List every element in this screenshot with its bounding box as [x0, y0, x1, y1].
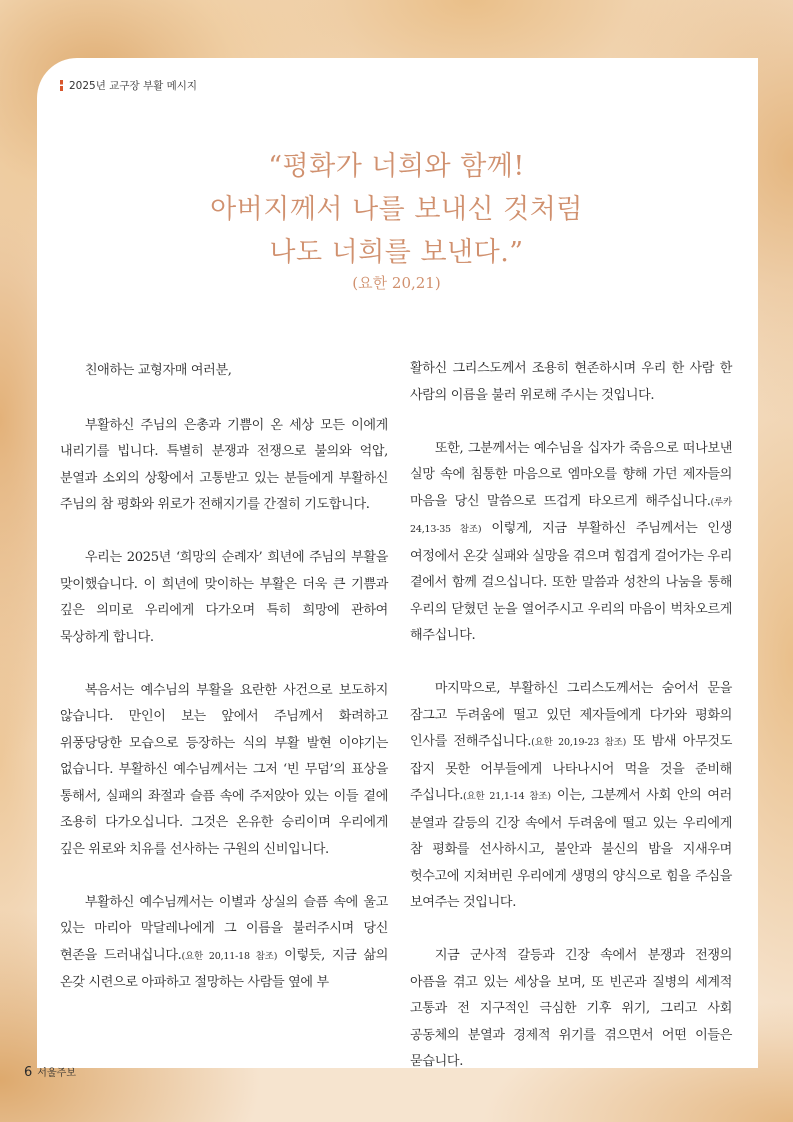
paragraph-3: 복음서는 예수님의 부활을 요란한 사건으로 보도하지 않습니다. 만인이 보는 앞에서 주님께서 화려하고 위풍당당한 모습으로 등장하는 식의 부활 발현 이야기는 없습니다. 부활하신 예수님께서는 그저 ‘빈 무덤’의 표상을 통해서, 실패의 좌절과 슬픔 속에 주저앉아 있는 이들 곁에 조용히 다가오십니다. 그것은 온유한 승리이며 우리에게 깊은 위로와 치유를 선사하는 구원의 신비입니다.	[60, 682, 388, 857]
paragraph-7: 지금 군사적 갈등과 긴장 속에서 분쟁과 전쟁의 아픔을 겪고 있는 세상을 보며, 또 빈곤과 질병의 세계적 고통과 전 지구적인 극심한 기후 위기, 그리고 사회 공동체의 분열과 경제적 위기를 겪으면서 어떤 이들은 묻습니다.	[410, 948, 732, 1069]
scripture-reference: (요한 20,11-18 참조)	[181, 950, 278, 962]
paragraph-4-text-b: 이렇듯, 지금 삶의 온갖 시련으로 아파하고 절망하는 사람들 옆에 부	[60, 947, 388, 990]
paragraph-4-continued: 활하신 그리스도께서 조용히 현존하시며 우리 한 사람 한 사람의 이름을 불러 위로해 주시는 것입니다.	[410, 361, 732, 403]
paragraph-4-text-a: 부활하신 예수님께서는 이별과 상실의 슬픔 속에 울고 있는 마리아 막달레나에게 그 이름을 불러주시며 당신 현존을 드러내십니다.	[60, 894, 388, 963]
paragraph-5	[410, 436, 732, 650]
paragraph-2: 우리는 2025년 ‘희망의 순례자’ 희년에 주님의 부활을 맞이했습니다. 이 희년에 맞이하는 부활은 더욱 큰 기쁨과 깊은 의미로 우리에게 다가오며 특히 희망에 관하여 묵상하게 합니다.	[60, 550, 388, 645]
body-column-left	[60, 358, 388, 997]
scripture-reference: (루카 24,13-35 참조)	[410, 496, 732, 535]
pull-quote	[100, 145, 693, 274]
quote-reference: (요한 20,21)	[352, 274, 441, 292]
paragraph-6-text-a: 마지막으로, 부활하신 그리스도께서는 숨어서 문을 잠그고 두려움에 떨고 있던 제자들에게 다가와 평화의 인사를 전해주십니다.	[410, 681, 732, 749]
paragraph-4	[60, 890, 388, 997]
page-number: 6	[24, 1065, 33, 1080]
quote-line-2: 아버지께서 나를 보내신 것처럼	[210, 194, 583, 225]
paragraph-5-text-b: 이렇게, 지금 부활하신 주님께서는 인생 여정에서 온갖 실패와 실망을 겪으며 힘겹게 걸어가는 우리 곁에서 함께 걸으십니다. 또한 말씀과 성찬의 나눔을 통해 우리의 닫혔던 눈을 열어주시고 우리의 마음이 벅차오르게 해주십니다.	[410, 521, 732, 643]
greeting: 친애하는 교형자매 여러분,	[84, 363, 232, 378]
paragraph-6	[410, 676, 732, 917]
paragraph-5-text-a: 또한, 그분께서는 예수님을 십자가 죽음으로 떠나보낸 실망 속에 침통한 마음으로 엠마오를 향해 가던 제자들의 마음을 당신 말씀으로 뜨겁게 타오르게 해주십니다.	[410, 440, 732, 509]
scripture-reference: (요한 20,19-23 참조)	[531, 737, 627, 748]
publication-name: 서울주보	[37, 1068, 76, 1079]
running-header	[60, 78, 197, 93]
paragraph-1: 부활하신 주님의 은총과 기쁨이 온 세상 모든 이에게 내리기를 빕니다. 특별히 분쟁과 전쟁으로 불의와 억압, 분열과 소외의 상황에서 고통받고 있는 분들에게 부활하신 주님의 참 평화와 위로가 전해지기를 간절히 기도합니다.	[60, 417, 388, 512]
body-column-right	[410, 356, 732, 1076]
quote-line-3: 나도 너희를 보낸다.”	[269, 237, 524, 268]
paragraph-6-text-b: 또 밤새 아무것도 잡지 못한 어부들에게 나타나시어 먹을 것을 준비해 주십니다.	[410, 734, 732, 803]
page-footer	[24, 1064, 76, 1080]
paragraph-6-text-c: 이는, 그분께서 사회 안의 여러 분열과 갈등의 긴장 속에서 두려움에 떨고 있는 우리에게 참 평화를 선사하시고, 불안과 불신의 밤을 지새우며 헛수고에 지쳐버린 우리에게 생명의 양식으로 힘을 주심을 보여주는 것입니다.	[410, 788, 732, 910]
running-title: 2025년 교구장 부활 메시지	[69, 80, 198, 92]
section-marker-icon	[60, 80, 63, 91]
scripture-reference: (요한 21,1-14 참조)	[463, 791, 551, 802]
quote-line-1: “평화가 너희와 함께!	[268, 151, 525, 182]
